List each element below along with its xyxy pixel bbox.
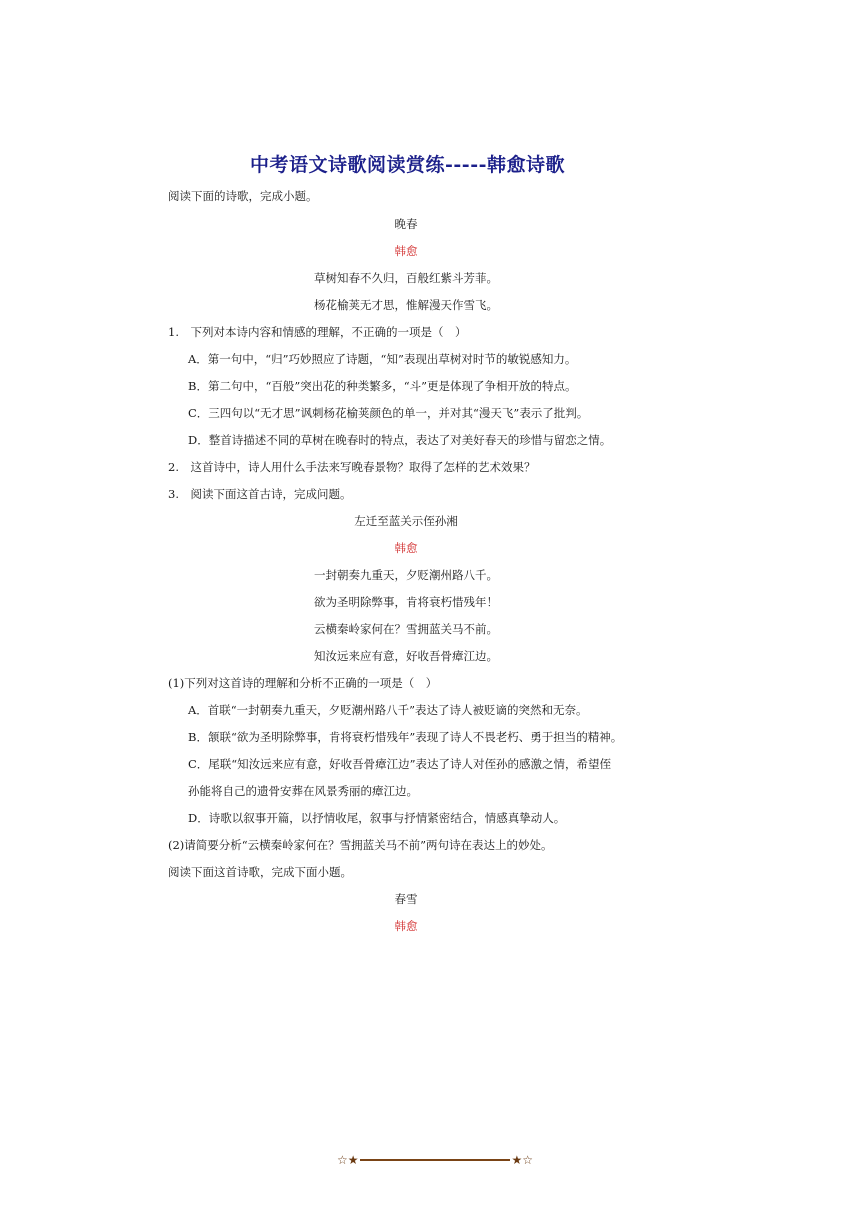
question-stem: 1. 下列对本诗内容和情感的理解，不正确的一项是（ ） <box>168 325 467 339</box>
page-title: 中考语文诗歌阅读赏练-----韩愈诗歌 <box>250 154 565 176</box>
poem-line: 草树知春不久归，百般红紫斗芳菲。 <box>314 271 498 285</box>
poem-line: 杨花榆荚无才思，惟解漫天作雪飞。 <box>314 298 498 312</box>
instruction-text: 阅读下面的诗歌，完成小题。 <box>168 189 318 203</box>
poem-author: 韩愈 <box>394 541 418 555</box>
question-stem: 3. 阅读下面这首古诗，完成问题。 <box>168 487 352 501</box>
poem-title: 春雪 <box>394 892 418 906</box>
question-option: B．颔联“欲为圣明除弊事，肯将衰朽惜残年”表现了诗人不畏老朽、勇于担当的精神。 <box>188 730 623 744</box>
instruction-text: 阅读下面这首诗歌，完成下面小题。 <box>168 865 352 879</box>
poem-author: 韩愈 <box>394 244 418 258</box>
question-option: D．整首诗描述不同的草树在晚春时的特点，表达了对美好春天的珍惜与留恋之情。 <box>188 433 612 447</box>
sub-question-stem: (2)请简要分析“云横秦岭家何在？雪拥蓝关马不前”两句诗在表达上的妙处。 <box>168 838 553 852</box>
star-icon-left: ☆★ <box>337 1153 359 1167</box>
question-option: B．第二句中，“百般”突出花的种类繁多，“斗”更是体现了争相开放的特点。 <box>188 379 577 393</box>
poem-author: 韩愈 <box>394 919 418 933</box>
footer-ornament <box>337 1152 533 1168</box>
question-option: A．首联“一封朝奏九重天，夕贬潮州路八千”表达了诗人被贬谪的突然和无奈。 <box>188 703 588 717</box>
poem-line: 欲为圣明除弊事，肯将衰朽惜残年！ <box>314 595 498 609</box>
question-stem: 2. 这首诗中，诗人用什么手法来写晚春景物？取得了怎样的艺术效果？ <box>168 460 536 474</box>
poem-title: 晚春 <box>394 217 418 231</box>
question-option: D．诗歌以叙事开篇，以抒情收尾，叙事与抒情紧密结合，情感真挚动人。 <box>188 811 566 825</box>
divider-line <box>360 1159 511 1161</box>
sub-question-stem: (1)下列对这首诗的理解和分析不正确的一项是（ ） <box>168 676 438 690</box>
star-icon-right: ★☆ <box>511 1153 533 1167</box>
question-option: C．尾联“知汝远来应有意，好收吾骨瘴江边”表达了诗人对侄孙的感激之情，希望侄 <box>188 757 612 771</box>
question-option-continued: 孙能将自己的遗骨安葬在风景秀丽的瘴江边。 <box>188 784 418 798</box>
question-option: C．三四句以“无才思”讽刺杨花榆荚颜色的单一，并对其“漫天飞”表示了批判。 <box>188 406 589 420</box>
poem-line: 一封朝奏九重天，夕贬潮州路八千。 <box>314 568 498 582</box>
poem-line: 知汝远来应有意，好收吾骨瘴江边。 <box>314 649 498 663</box>
poem-title: 左迁至蓝关示侄孙湘 <box>354 514 458 528</box>
poem-line: 云横秦岭家何在？雪拥蓝关马不前。 <box>314 622 498 636</box>
question-option: A．第一句中，“归”巧妙照应了诗题，“知”表现出草树对时节的敏锐感知力。 <box>188 352 577 366</box>
